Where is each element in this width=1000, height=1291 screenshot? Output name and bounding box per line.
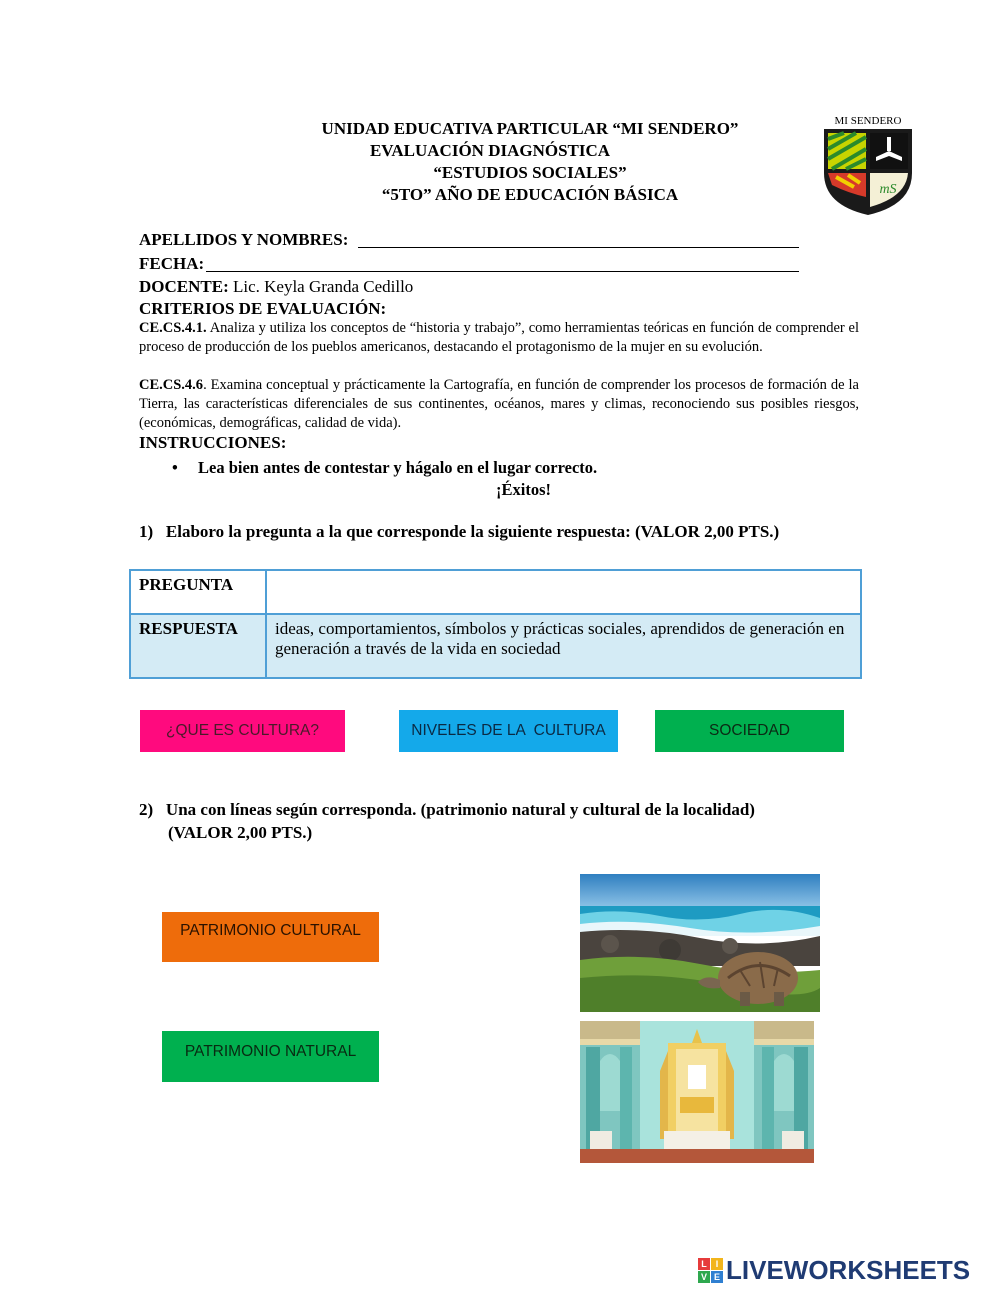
names-label: APELLIDOS Y NOMBRES: <box>139 230 349 249</box>
table-row <box>130 570 861 614</box>
brand-blocks-icon <box>698 1258 723 1283</box>
criterion-2 <box>139 376 859 433</box>
option-niveles-cultura[interactable]: NIVELES DE LA CULTURA <box>399 710 618 752</box>
bullet-dot: • <box>172 458 178 477</box>
school-name: UNIDAD EDUCATIVA PARTICULAR “MI SENDERO” <box>321 119 739 138</box>
subject-title: “ESTUDIOS SOCIALES” <box>433 163 627 182</box>
criterion-2-text: . Examina conceptual y prácticamente la Cartografía, en función de comprender los procesos de formación de la Tierra, las características diferenciales de sus continentes, océanos, mares y climas, reconociendo sus posibles riesgos, (económicas, demográficas, calidad de vida). <box>139 377 859 431</box>
instruction-text: Lea bien antes de contestar y hágalo en el lugar correcto. <box>198 458 598 477</box>
question-label: PREGUNTA <box>130 570 266 614</box>
tortoise-beach-image[interactable] <box>580 874 820 1012</box>
criterion-1 <box>139 319 859 357</box>
grade-title: “5TO” AÑO DE EDUCACIÓN BÁSICA <box>381 185 679 204</box>
criterion-2-code: CE.CS.4.6 <box>139 377 204 393</box>
option-patrimonio-natural[interactable]: PATRIMONIO NATURAL <box>162 1031 379 1082</box>
option-que-es-cultura[interactable]: ¿QUE ES CULTURA? <box>140 710 345 752</box>
option-sociedad[interactable]: SOCIEDAD <box>655 710 844 752</box>
instruction-bullet <box>172 458 597 478</box>
logo-text: MI SENDERO <box>834 115 902 127</box>
brand-block-v: V <box>698 1271 710 1283</box>
date-label: FECHA: <box>139 254 205 273</box>
date-line[interactable] <box>206 257 799 272</box>
school-logo <box>818 113 918 218</box>
q1-table <box>129 569 862 679</box>
instructions-label: INSTRUCCIONES: <box>139 433 287 452</box>
church-interior-image[interactable] <box>580 1021 814 1163</box>
evaluation-title: EVALUACIÓN DIAGNÓSTICA <box>369 141 611 160</box>
q2-value: (VALOR 2,00 PTS.) <box>168 823 313 842</box>
teacher-row <box>139 277 413 297</box>
table-row <box>130 614 861 678</box>
option-patrimonio-cultural[interactable]: PATRIMONIO CULTURAL <box>162 912 379 962</box>
answer-text: ideas, comportamientos, símbolos y prácticas sociales, aprendidos de generación en generación a través de la vida en sociedad <box>266 614 861 678</box>
criterion-1-text: Analiza y utiliza los conceptos de “historia y trabajo”, como herramientas teóricas en función de comprender el proceso de producción de los pueblos americanos, destacando el protagonismo de la mujer en su evolución. <box>139 320 859 355</box>
teacher-label: DOCENTE: <box>139 277 229 296</box>
answer-label: RESPUESTA <box>130 614 266 678</box>
names-line[interactable] <box>358 233 799 248</box>
q2-title: 2) Una con líneas según corresponda. (patrimonio natural y cultural de la localidad) <box>139 800 755 819</box>
question-answer-cell[interactable] <box>266 570 861 614</box>
criterion-1-code: CE.CS.4.1. <box>139 320 207 336</box>
teacher-value: Lic. Keyla Granda Cedillo <box>232 277 414 296</box>
brand-block-e: E <box>711 1271 723 1283</box>
criteria-label: CRITERIOS DE EVALUACIÓN: <box>139 299 387 318</box>
success-wish: ¡Éxitos! <box>496 480 551 499</box>
svg-text:mS: mS <box>879 182 897 197</box>
brand-block-l: L <box>698 1258 710 1270</box>
brand-block-i: I <box>711 1258 723 1270</box>
liveworksheets-logo[interactable] <box>698 1256 970 1284</box>
q1-title: 1) Elaboro la pregunta a la que corresponde la siguiente respuesta: (VALOR 2,00 PTS.) <box>139 522 780 541</box>
header-block <box>210 118 850 206</box>
brand-name: LIVEWORKSHEETS <box>726 1254 971 1285</box>
